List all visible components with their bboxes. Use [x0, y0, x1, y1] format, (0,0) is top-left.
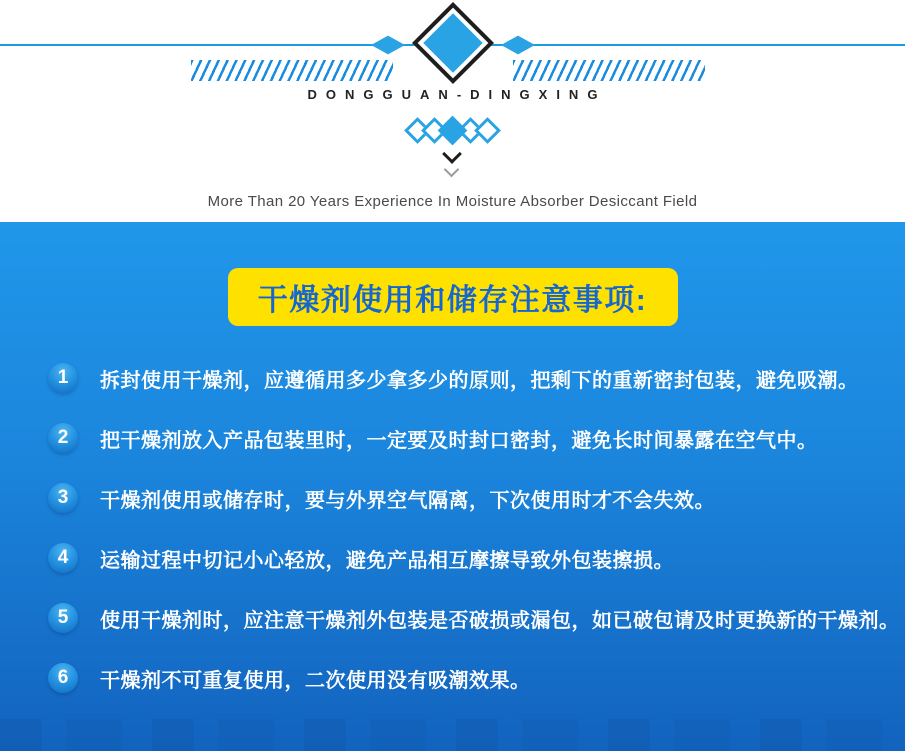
- list-item: [48, 662, 885, 694]
- notice-panel: [0, 222, 905, 751]
- item-text: 把干燥剂放入产品包装里时，一定要及时封口密封，避免长时间暴露在空气中。: [100, 429, 818, 452]
- diamond-logo-fill: [423, 13, 482, 72]
- brand-header: [0, 0, 905, 222]
- diamond-chain-icon: [0, 116, 905, 144]
- item-number-badge: 6: [48, 663, 78, 693]
- item-number-badge: 5: [48, 603, 78, 633]
- skyline-decoration: [0, 719, 905, 751]
- item-text: 运输过程中切记小心轻放，避免产品相互摩擦导致外包装擦损。: [100, 549, 674, 572]
- diamond-accent-right-icon: [501, 36, 535, 55]
- notice-title-box: [228, 268, 678, 326]
- item-text: 拆封使用干燥剂，应遵循用多少拿多少的原则，把剩下的重新密封包装，避免吸潮。: [100, 369, 859, 392]
- list-item: [48, 362, 885, 394]
- diamond-logo-icon: [411, 2, 493, 84]
- list-item: [48, 422, 885, 454]
- notice-title: 干燥剂使用和储存注意事项:: [257, 284, 648, 317]
- chevron-down-icon-secondary: [443, 162, 459, 178]
- diamond-accent-left-icon: [371, 36, 405, 55]
- item-number-badge: 4: [48, 543, 78, 573]
- diamond-outline-icon: [474, 117, 501, 144]
- diamond-filled-icon: [438, 115, 468, 145]
- hatch-stripes-right-icon: [513, 60, 705, 81]
- notice-list: [48, 362, 900, 722]
- item-number-badge: 3: [48, 483, 78, 513]
- item-text: 干燥剂使用或储存时，要与外界空气隔离，下次使用时才不会失效。: [100, 489, 715, 512]
- item-number-badge: 2: [48, 423, 78, 453]
- item-text: 使用干燥剂时，应注意干燥剂外包装是否破损或漏包，如已破包请及时更换新的干燥剂。: [100, 609, 900, 632]
- list-item: [48, 482, 885, 514]
- brand-name: DONGGUAN-DINGXING: [307, 87, 607, 102]
- hatch-stripes-left-icon: [191, 60, 393, 81]
- item-number-badge: 1: [48, 363, 78, 393]
- list-item: [48, 602, 900, 634]
- brand-tagline: More Than 20 Years Experience In Moisture Absorber Desiccant Field: [207, 193, 698, 210]
- list-item: [48, 542, 885, 574]
- item-text: 干燥剂不可重复使用，二次使用没有吸潮效果。: [100, 669, 531, 692]
